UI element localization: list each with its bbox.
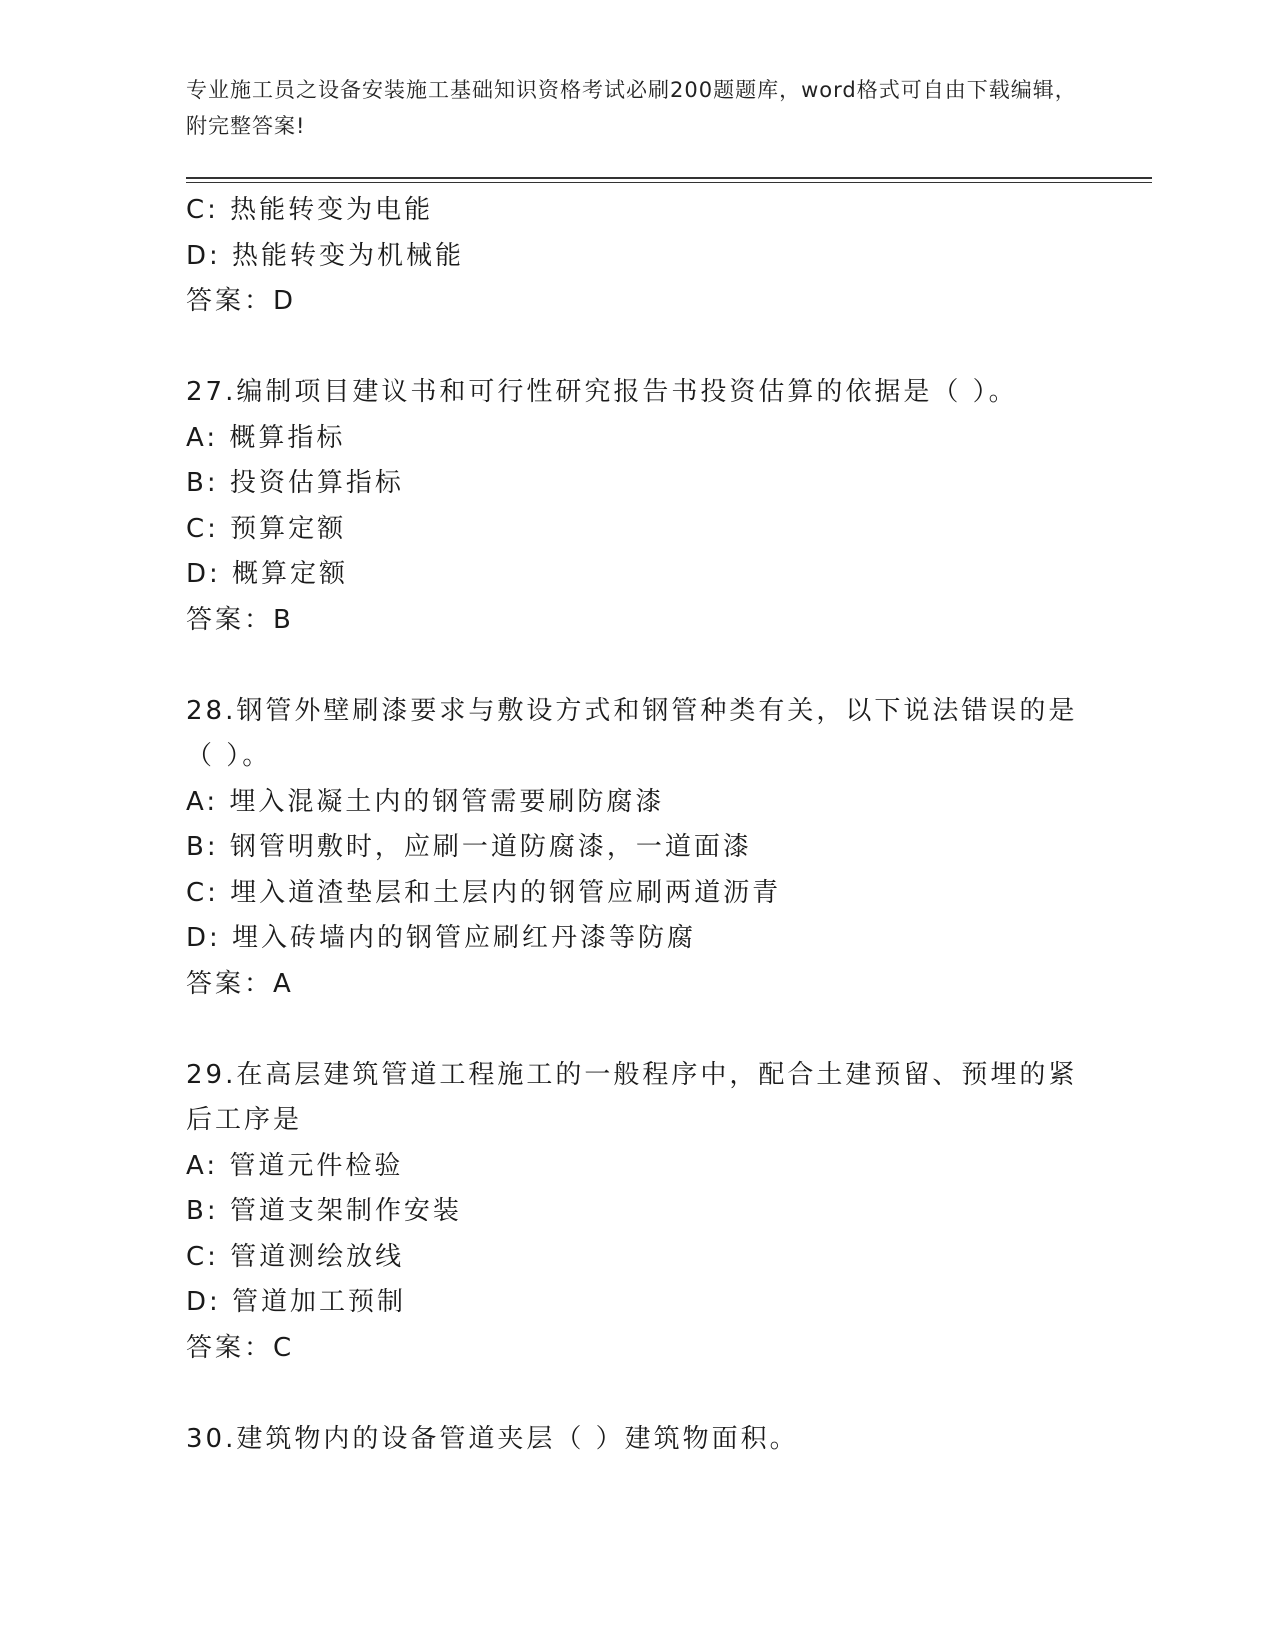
option-b: B: 钢管明敷时，应刷一道防腐漆，一道面漆	[186, 832, 752, 862]
spacer	[186, 325, 1086, 371]
header-divider	[186, 177, 1152, 179]
option-b: B: 管道支架制作安装	[186, 1196, 462, 1226]
option-c: C: 埋入道渣垫层和土层内的钢管应刷两道沥青	[186, 877, 782, 908]
option-d: D: 热能转变为机械能	[186, 240, 465, 271]
option-c: C: 热能转变为电能	[186, 195, 434, 225]
option-d: D: 埋入砖墙内的钢管应刷红丹漆等防腐	[186, 923, 697, 953]
question-stem: 28.钢管外壁刷漆要求与敷设方式和钢管种类有关，以下说法错误的是（ ）。	[186, 695, 1078, 771]
answer-line: 答案：D	[186, 286, 297, 316]
option-a: A: 管道元件检验	[186, 1150, 404, 1181]
spacer	[186, 1371, 1086, 1417]
question-stem: 29.在高层建筑管道工程施工的一般程序中，配合土建预留、预埋的紧后工序是	[186, 1059, 1078, 1135]
option-d: D: 概算定额	[186, 559, 349, 589]
question-stem: 30.建筑物内的设备管道夹层（ ）建筑物面积。	[186, 1423, 799, 1454]
question-list	[186, 188, 1086, 1462]
answer-line: 答案：B	[186, 604, 294, 635]
answer-line: 答案：A	[186, 968, 294, 999]
continued-question	[186, 188, 1086, 325]
option-a: A: 埋入混凝土内的钢管需要刷防腐漆	[186, 786, 665, 817]
option-c: C: 预算定额	[186, 513, 347, 544]
answer-line: 答案：C	[186, 1332, 295, 1363]
option-b: B: 投资估算指标	[186, 468, 404, 498]
header-divider-thin	[186, 182, 1152, 183]
spacer	[186, 1007, 1086, 1053]
spacer	[186, 643, 1086, 689]
question-27	[186, 370, 1086, 643]
question-30	[186, 1417, 1086, 1463]
question-29	[186, 1053, 1086, 1372]
option-d: D: 管道加工预制	[186, 1287, 407, 1317]
option-c: C: 管道测绘放线	[186, 1241, 405, 1272]
question-stem: 27.编制项目建议书和可行性研究报告书投资估算的依据是（ ）。	[186, 377, 1018, 407]
document-header: 专业施工员之设备安装施工基础知识资格考试必刷200题题库，word格式可自由下载编辑，附完整答案!	[186, 78, 1077, 138]
question-28	[186, 689, 1086, 1008]
option-a: A: 概算指标	[186, 422, 346, 453]
